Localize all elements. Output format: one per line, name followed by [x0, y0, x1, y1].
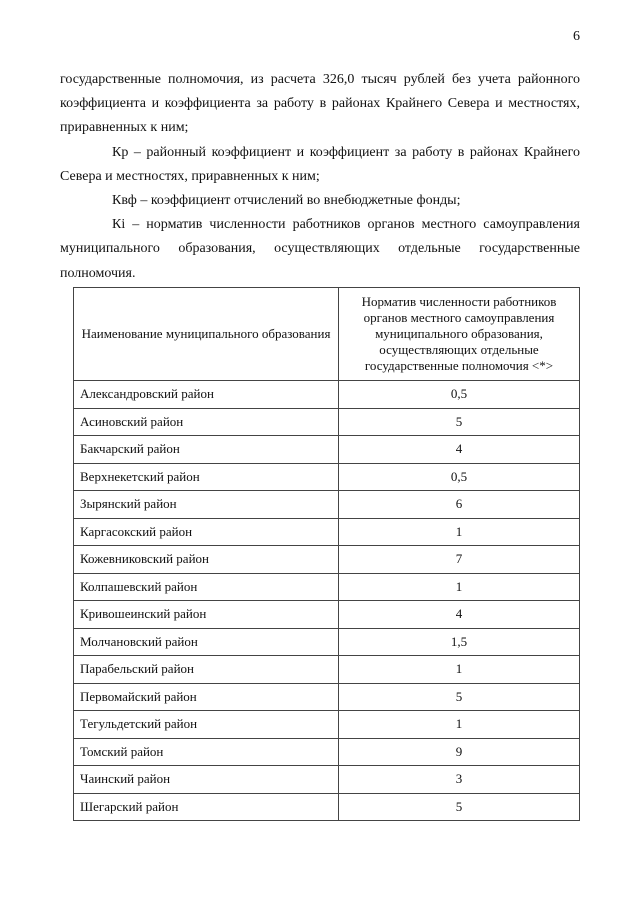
- municipality-name: Кожевниковский район: [74, 546, 339, 574]
- header-municipality: Наименование муниципального образования: [74, 288, 339, 381]
- table-row: [74, 436, 580, 464]
- municipality-name: Александровский район: [74, 381, 339, 409]
- table-row: [74, 738, 580, 766]
- municipality-name: Молчановский район: [74, 628, 339, 656]
- norm-value: 0,5: [339, 381, 580, 409]
- municipality-name: Кривошеинский район: [74, 601, 339, 629]
- norm-value: 4: [339, 601, 580, 629]
- municipality-name: Парабельский район: [74, 656, 339, 684]
- table-row: [74, 408, 580, 436]
- municipality-name: Верхнекетский район: [74, 463, 339, 491]
- norms-table: [73, 287, 580, 821]
- municipality-name: Тегульдетский район: [74, 711, 339, 739]
- table-row: [74, 491, 580, 519]
- municipality-name: Бакчарский район: [74, 436, 339, 464]
- body-text: [60, 68, 580, 286]
- table-row: [74, 518, 580, 546]
- norm-value: 1: [339, 711, 580, 739]
- page-number: 6: [573, 29, 580, 44]
- norm-value: 5: [339, 408, 580, 436]
- table-row: [74, 601, 580, 629]
- paragraph-1: государственные полномочия, из расчета 326,0 тысяч рублей без учета районного коэффициента и коэффициента за работу в районах Крайнего Севера и местностях, приравненных к ним;: [60, 72, 580, 136]
- municipality-name: Шегарский район: [74, 793, 339, 821]
- table-row: [74, 656, 580, 684]
- municipality-name: Асиновский район: [74, 408, 339, 436]
- norm-value: 1: [339, 573, 580, 601]
- municipality-name: Каргасокский район: [74, 518, 339, 546]
- municipality-name: Зырянский район: [74, 491, 339, 519]
- municipality-name: Томский район: [74, 738, 339, 766]
- table-row: [74, 573, 580, 601]
- paragraph-kvf: Квф – коэффициент отчислений во внебюджетные фонды;: [112, 193, 461, 209]
- norm-value: 4: [339, 436, 580, 464]
- norm-value: 5: [339, 683, 580, 711]
- municipality-name: Колпашевский район: [74, 573, 339, 601]
- table-row: [74, 711, 580, 739]
- norm-value: 1,5: [339, 628, 580, 656]
- table-row: [74, 463, 580, 491]
- norm-value: 7: [339, 546, 580, 574]
- municipality-name: Чаинский район: [74, 766, 339, 794]
- table-row: [74, 546, 580, 574]
- header-norm: Норматив численности работников органов местного самоуправления муниципального образования, осуществляющих отдельные государственные полномочия <*>: [339, 288, 580, 381]
- municipality-name: Первомайский район: [74, 683, 339, 711]
- table-row: [74, 628, 580, 656]
- norm-value: 0,5: [339, 463, 580, 491]
- table-row: [74, 793, 580, 821]
- norm-value: 3: [339, 766, 580, 794]
- table-header-row: [74, 288, 580, 381]
- table-row: [74, 766, 580, 794]
- norm-value: 1: [339, 518, 580, 546]
- norm-value: 9: [339, 738, 580, 766]
- norm-value: 5: [339, 793, 580, 821]
- norm-value: 6: [339, 491, 580, 519]
- norm-value: 1: [339, 656, 580, 684]
- paragraph-ki: Кi – норматив численности работников органов местного самоуправления муниципального образования, осуществляющих отдельные государственные полномочия.: [60, 217, 580, 281]
- paragraph-kr: Кр – районный коэффициент и коэффициент за работу в районах Крайнего Севера и местностях, приравненных к ним;: [60, 144, 580, 184]
- table-row: [74, 381, 580, 409]
- table-row: [74, 683, 580, 711]
